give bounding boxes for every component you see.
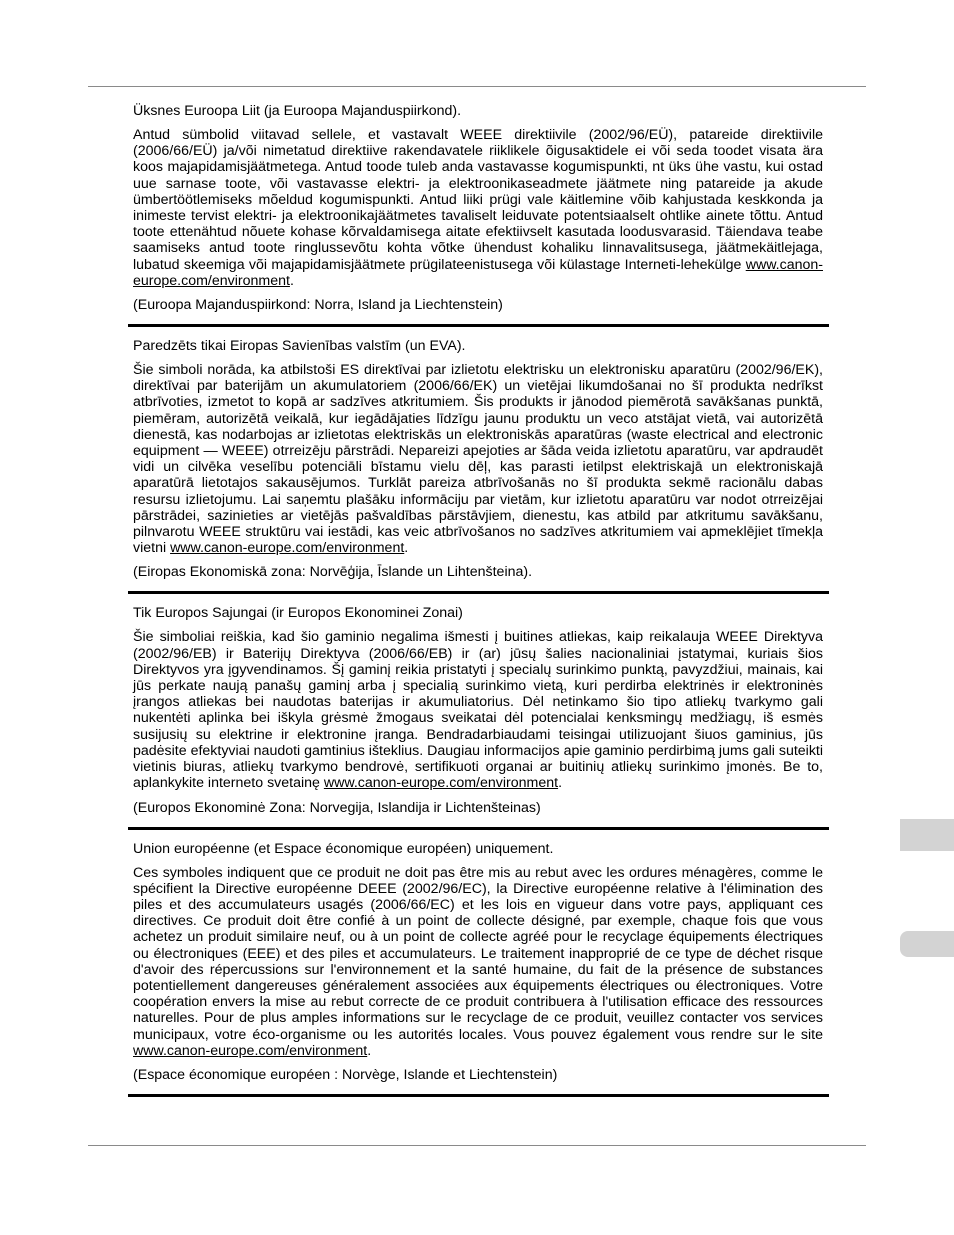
section-divider xyxy=(128,324,829,327)
section-heading: Union européenne (et Espace économique européen) uniquement. xyxy=(133,840,554,857)
side-tab[interactable] xyxy=(900,931,954,957)
section-footnote: (Euroopa Majanduspiirkond: Norra, Island ja Liechtenstein) xyxy=(133,297,503,314)
document-body xyxy=(133,103,823,1108)
section-latvian xyxy=(133,338,823,580)
section-paragraph xyxy=(133,127,823,289)
environment-link[interactable]: www.canon-europe.com/environment xyxy=(133,1042,368,1059)
section-footnote: (Espace économique européen : Norvège, Islande et Liechtenstein) xyxy=(133,1066,558,1083)
section-footnote: (Eiropas Ekonomiskā zona: Norvēģija, Īslande un Lihtenšteina). xyxy=(133,564,533,581)
section-divider xyxy=(128,827,829,830)
paragraph-text: Šie simboli norāda, ka atbilstoši ES direktīvai par izlietotu elektrisku un elektronisku aparatūru (2002/96/EK), direktīvai par baterijām un akumulatoriem (2006/66/EK) un vietējai likumdošanai no šī produkta nedrīkst atbrīvoties, izmetot to kopā ar sadzīves atkritumiem. Šis produkts ir jānodod piemērotā savākšanas punktā, piemēram, autorizētā veikalā, kur iegādājaties līdzīgu jaunu produktu un veco atstājat vietā, vai autorizētā dienestā, kas nodarbojas ar izlietotas elektriskās un elektroniskās aparatūras (waste electrical and electronic equipment — WEEE) otrreizēju pārstrādi. Nepareizi apejoties ar šāda veida izlietotu aparatūru, var apdraudēt vidi un cilvēka veselību potenciāli bīstamu vielu dēļ, kas parasti ietilpst elektriskajā un elektroniskajā aparatūrā lietotajos sakausējumos. Turklāt pareiza atbrīvošanās no šī produkta sekmē racionālu dabas resursu izlietojumu. Lai saņemtu plašāku informāciju par vietām, kur izlietotu aparatūru var nodot otrreizējai pārstrādei, sazinieties ar vietējās pašvaldības pārstāvjiem, dienestu, kas atbild par atkritumu savākšanu, pilnvarotu WEEE struktūru vai iestādi, kas veic atbrīvošanos no sadzīves atkritumiem vai apmeklējiet tīmekļa vietni xyxy=(133,362,823,557)
paragraph-end: . xyxy=(404,540,409,557)
paragraph-text: Ces symboles indiquent que ce produit ne doit pas être mis au rebut avec les ordures ménagères, comme le spécifient la Directive européenne DEEE (2002/96/EC), la Directive européenne relative à l'élimination des piles et des accumulateurs usagés (2006/66/EC) et les lois en vigueur dans votre pays, appliquant ces directives. Ce produit doit être confié à un point de collecte désigné, par exemple, chaque fois que vous achetez un produit similaire neuf, ou à un point de collecte agréé pour le recyclage équipements électriques ou électroniques (EEE) et des piles et accumulateurs. Le traitement inapproprié de ce type de déchet risque d'avoir des répercussions sur l'environnement et la santé humaine, du fait de la présence de substances potentiellement dangereuses généralement associées aux équipements électriques ou électroniques. Votre coopération envers la mise au rebut correcte de ce produit contribuera à l'utilisation efficace des ressources naturelles. Pour de plus amples informations sur le recyclage de ce produit, veuillez contacter vos services municipaux, votre éco-organisme ou les autorités locales. Vous pouvez également vous rendre sur le site xyxy=(133,864,823,1043)
side-tab[interactable] xyxy=(900,819,954,851)
section-paragraph xyxy=(133,865,823,1059)
paragraph-end: . xyxy=(558,775,563,792)
environment-link[interactable]: www.canon-europe.com/environment xyxy=(323,775,559,792)
header-rule xyxy=(88,86,866,87)
environment-link[interactable]: www.canon-europe.com/environment xyxy=(170,540,405,557)
paragraph-end: . xyxy=(289,272,294,289)
section-lithuanian xyxy=(133,605,823,815)
section-footnote: (Europos Ekonominė Zona: Norvegija, Islandija ir Lichtenšteinas) xyxy=(133,799,541,816)
paragraph-end: . xyxy=(367,1042,372,1059)
section-heading: Üksnes Euroopa Liit (ja Euroopa Majanduspiirkond). xyxy=(133,103,462,119)
paragraph-text: Šie simboliai reiškia, kad šio gaminio negalima išmesti į buitines atliekas, kaip reikalauja WEEE Direktyva (2002/96/EB) ir Bateriįų Direktyva (2006/66/EB) ir (ar) jūsų šalies nacionaliniai įstatymai, kuriais šios Direktyvos yra įgyvendinamos. Šį gaminį reikia pristatyti į specialų surinkimo punktą, pavyzdžiui, mainais, kai jūs perkate naują panašų gaminį arba į specialią surinkimo vietą, kuri perdirba elektrinės ir elektroninės įrangos atliekas bei naudotas baterijas ir akumuliatorius. Dėl netinkamo šio tipo atliekų tvarkymo gali nukentėti aplinka bei iškyla grėsmė žmogaus sveikatai dėl potencialai kenksmingų medžiagų, iš esmės susijusių su elektrine ir elektronine įranga. Bendradarbiaudami teisingai utilizuojant šiuos gaminius, jūs padėsite efektyviai naudoti gamtinius išteklius. Daugiau informacijos apie gaminio perdirbimą jums gali suteikti vietinis biuras, atliekų tvarkymo bendrovė, sertifikuoti organai ar buitinių atliekų surinkimo įmonės. Be to, aplankykite interneto svetainę xyxy=(133,629,824,792)
section-heading: Tik Europos Sajungai (ir Europos Ekonominei Zonai) xyxy=(133,605,463,622)
environment-link[interactable]: www.canon-europe.com/environment xyxy=(133,256,823,289)
section-divider xyxy=(128,1094,829,1097)
section-french xyxy=(133,841,823,1083)
footer-rule xyxy=(88,1145,866,1146)
section-divider xyxy=(128,591,829,594)
section-heading: Paredzēts tikai Eiropas Savienības valstīm (un EVA). xyxy=(133,338,466,355)
section-paragraph xyxy=(133,629,823,791)
section-estonian xyxy=(133,103,823,313)
paragraph-text: Antud sümbolid viitavad sellele, et vastavalt WEEE direktiivile (2002/96/EÜ), patareide direktiivile (2006/66/EÜ) ja/või nimetatud direktiive rakendavatele riiklikele õigusaktidele ei või seda toodet visata ära koos majapidamisjäätmetega. Antud toode tuleb anda vastavasse kogumispunkti, nt üks ühe vastu, kui ostad uue sarnase toote, või vastavasse elektri- ja elektroonikaseadmete jäätmete ning patareide ja akude ümbertöötlemiseks mõeldud kogumispunkti. Antud liiki prügi vale käitlemine võib kahjustada keskkonda ja inimeste tervist elektri- ja elektroonikajäätmetes tavaliselt leiduvate potentsiaalselt ohtlike ainete tõttu. Antud toote ettenähtud nõuete kohase kõrvaldamisega aitate efektiivselt kasutada loodusvarasid. Täiendava teabe saamiseks antud toote ringlussevõtu kohta võtke ühendust kohaliku linnavalitsusega, jäätmekäitlejaga, lubatud skeemiga või majapidamisjäätmete prügilateenistusega või külastage Interneti-lehekülge xyxy=(133,127,823,273)
section-paragraph xyxy=(133,362,823,556)
